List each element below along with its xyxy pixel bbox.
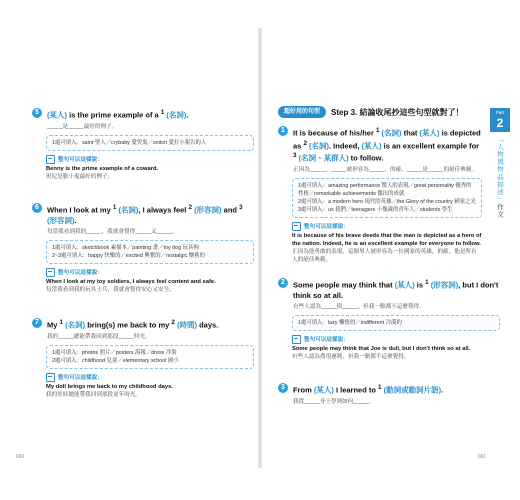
example-label [292, 222, 482, 231]
footnote-1: 1 [59, 319, 63, 326]
fill-option-1: 1處可填入：photos 照片／posters 海報／dress 洋裝 [52, 349, 177, 356]
pattern-3-heading [278, 383, 500, 396]
example-label-text: 整句可以這樣說： [58, 375, 103, 381]
heading-text: Some people may think that [293, 280, 393, 290]
example-chinese: 每當我看到我的玩具士兵，我就會覺得安心又安全。 [46, 286, 175, 293]
footnote-3: 3 [239, 204, 243, 211]
example-label-text: 整句可以這樣說： [304, 224, 349, 230]
footnote-1: 1 [425, 279, 429, 286]
left-page [10, 28, 256, 468]
example-chinese: 我的娃娃總能帶我回到那段童年時光。 [46, 391, 142, 398]
fill-option-1: 1處可填入：saint 聖人／crybaby 愛哭鬼／snitch 愛打小報告的人 [52, 139, 207, 146]
footnote-2: 2 [188, 204, 192, 211]
section-number-2: 2 [278, 278, 288, 288]
pattern-7-translation: 我的_____總能帶我回到那段_____時光。 [47, 333, 151, 340]
section-number-5: 5 [32, 108, 42, 118]
heading-text: It is because of his/her [293, 128, 374, 138]
heading-text: . [441, 385, 444, 395]
footnote-1: 1 [112, 204, 117, 211]
blank-someone: (某人) [361, 141, 382, 150]
blank-noun: (名詞) [381, 128, 402, 138]
pattern-6-translation: 每當我看到我的_____，我就會覺得_____又_____。 [47, 228, 178, 235]
blank-adjective: (形容詞) [430, 280, 459, 290]
footnote-2: 2 [171, 319, 175, 326]
pattern-3-translation: 我從_____身上學到如何_____。 [293, 398, 375, 405]
blank-noun: (名詞) [118, 205, 139, 215]
heading-text: When I look at my [47, 205, 111, 215]
pattern-6 [32, 203, 254, 294]
fill-in-box [46, 345, 254, 369]
example-label [292, 335, 500, 344]
part-title-vertical [495, 136, 504, 219]
pattern-5 [32, 108, 254, 181]
section-number-7: 7 [32, 318, 42, 328]
pattern-6-heading: 6 When I look at my $^1$ (名詞), I always feel $^2$ (形容詞) and $^3$ (形容詞). [32, 203, 254, 226]
blank-someone: (某人) [419, 128, 440, 138]
blank-someone: (某人) [394, 280, 415, 290]
heading-text: is [416, 280, 424, 290]
pattern-1-translation: 正因為_____，_____被形容為_____。的確，_____是_____的絕佳典範。 [293, 166, 478, 173]
heading-text: My [47, 320, 58, 330]
blank-group: (名詞・某群人) [298, 153, 349, 163]
heading-text: to follow. [350, 153, 384, 163]
blank-someone: (某人) [47, 110, 67, 120]
example-english: It is because of his brave deeds that the man is depicted as a hero of the nation. Indeed, he is an excellent example for everyone to follow. [292, 232, 482, 247]
blank-adjective: (形容詞) [194, 205, 222, 215]
fill-option-1: 1處可填入：amazing performance 驚人的表現／great personality 優秀的性格／remarkable achievements 傑出的成就 [298, 182, 472, 197]
blank-time: (時間) [176, 320, 197, 330]
example-label-text: 整句可以這樣說： [58, 157, 103, 163]
heading-text: bring(s) me back to my [87, 320, 170, 330]
part-word: Part [495, 110, 505, 115]
example-label-text: 整句可以這樣說： [58, 270, 103, 276]
part-tab [490, 108, 510, 258]
footnote-1: 1 [160, 109, 165, 116]
heading-text: , but I don't think so at all. [293, 280, 499, 300]
step-title: Step 3. 結論收尾抄這些句型就對了！ [331, 107, 464, 117]
blank-someone: (某人) [313, 385, 334, 395]
blank-verb-phrase: (動詞或動詞片語) [383, 385, 442, 395]
example-english: My doll brings me back to my childhood days. [46, 383, 173, 390]
pattern-2-heading [278, 278, 500, 301]
pencil-icon [292, 335, 301, 344]
example-english: Benny is the prime example of a coward. [46, 165, 159, 172]
fill-option-1: 1處可填入：lazy 懶惰的／indifferent 冷漠的 [298, 319, 402, 326]
part-title-main: 「人物與物品描述」 [496, 136, 503, 204]
fill-option-3: 3處可填入：us 我們／teenagers 十幾歲的青年人／students 學生 [298, 206, 453, 213]
pattern-2 [278, 278, 500, 361]
right-page [264, 28, 510, 468]
pattern-3 [278, 383, 500, 406]
footnote-1: 1 [375, 127, 380, 134]
heading-text: . Indeed, [329, 141, 360, 150]
heading-text: , I always feel [138, 205, 187, 215]
pattern-7-heading [32, 318, 254, 331]
example-label [46, 155, 254, 164]
step-banner [278, 106, 463, 118]
fill-in-box [46, 240, 254, 264]
pencil-icon [46, 373, 55, 382]
heading-text: days. [199, 320, 219, 330]
example-chinese: 班尼是膽小鬼最好的例子。 [46, 173, 114, 180]
example-label-text: 整句可以這樣說： [304, 337, 349, 343]
example-chinese: 有些人認為喬很遲鈍，但我一點都不這麼覺得。 [292, 353, 410, 360]
page-number-right: 061 [477, 454, 486, 460]
section-number-6: 6 [32, 203, 42, 213]
blank-noun: (名詞) [166, 110, 187, 120]
pattern-7 [32, 318, 254, 399]
fill-option-2: 2~3處可填入：happy 快樂的／excited 興奮的／nostalgic 懷舊的 [52, 252, 205, 259]
example-english: Some people may think that Joe is dull, but I don't think so at all. [292, 345, 471, 352]
blank-noun: (名詞) [65, 320, 86, 330]
heading-text: that [403, 128, 418, 138]
heading-text: and [223, 205, 237, 215]
pencil-icon [46, 268, 55, 277]
blank-adjective: (形容詞) [47, 215, 75, 225]
pencil-icon [46, 155, 55, 164]
fill-option-2: 2處可填入：childhood 兒童／elementary school 國小 [52, 357, 179, 364]
pencil-icon [292, 222, 301, 231]
fill-in-box [292, 178, 482, 218]
blank-noun: (名詞) [309, 141, 330, 150]
part-number: 2 [496, 116, 504, 130]
pattern-5-translation: _____是_____最好的例子。 [47, 123, 118, 130]
heading-text: From [293, 385, 312, 395]
footnote-2: 2 [303, 139, 307, 147]
pattern-2-translation: 有些人認為_____很_____，但我一點都不這麼覺得。 [293, 303, 425, 310]
heading-text: is an excellent example for [383, 141, 480, 150]
book-gutter [258, 28, 262, 468]
section-number-1: 1 [278, 126, 288, 136]
fill-option-1: 1處可填入：sketchbook 素描本／painting 畫／toy dog 玩具狗 [52, 244, 199, 251]
footnote-1: 1 [378, 384, 382, 391]
fill-option-2: 2處可填入：a modern hero 現代的英雄／the Glory of the country 國家之光 [298, 198, 476, 205]
pattern-1-heading [278, 126, 482, 164]
fill-in-box [46, 135, 254, 151]
example-english: When I look at my toy soldiers, I always feel content and safe. [46, 278, 216, 285]
heading-text: is the prime example of a [69, 110, 159, 120]
pattern-1 [278, 126, 482, 264]
example-chinese: 正因為他勇敢的表現，這個男人被形容為一位國家的英雄。的確，他是所有人的絕佳典範。 [292, 248, 477, 263]
heading-text: is depicted as [293, 128, 481, 150]
part-badge [490, 108, 510, 132]
heading-text: I learned to [335, 385, 376, 395]
footnote-3: 3 [293, 152, 297, 159]
fill-in-box [292, 315, 500, 331]
part-title-sub: 作文 [496, 203, 503, 219]
step-pill: 超好用的句型 [278, 106, 326, 118]
example-label [46, 373, 254, 382]
page-number-left: 060 [16, 454, 25, 460]
example-label [46, 268, 254, 277]
section-number-3: 3 [278, 383, 288, 393]
pattern-5-heading: 5 (某人) is the prime example of a $^1$ (名詞). [32, 108, 254, 121]
